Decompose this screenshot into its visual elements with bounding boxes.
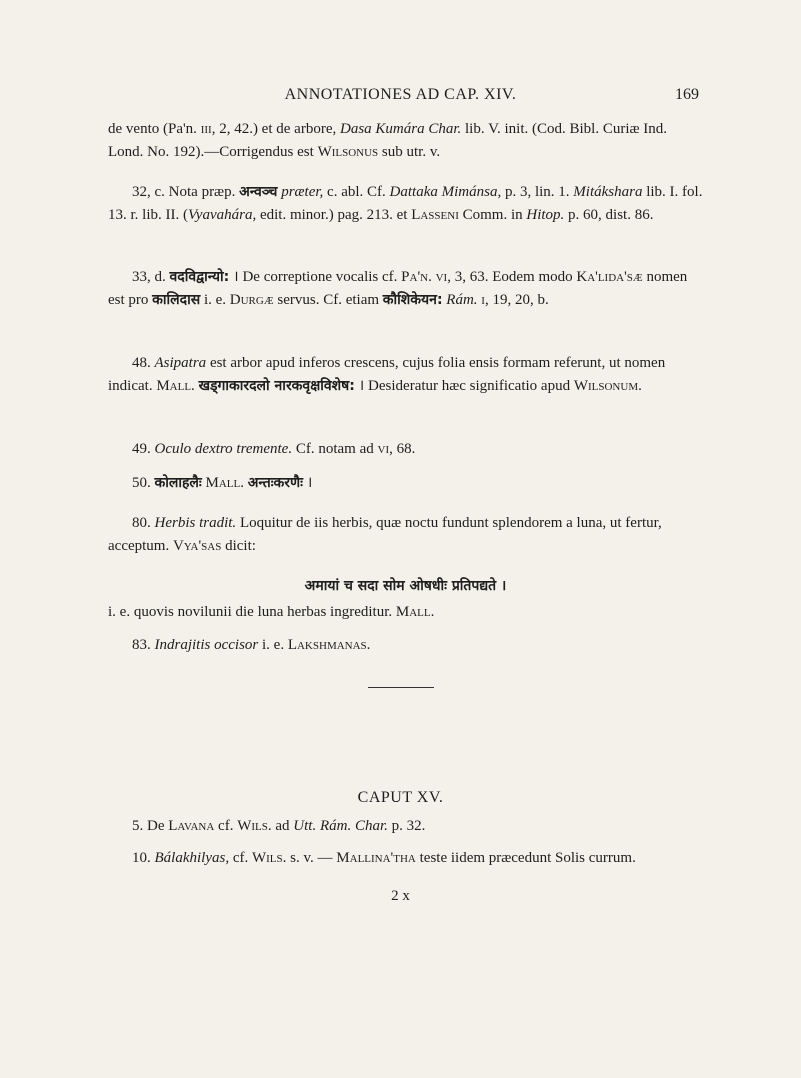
text: iii bbox=[200, 121, 212, 137]
text: Durgæ bbox=[229, 292, 274, 308]
note-continuation bbox=[108, 118, 703, 164]
text: 33, d. bbox=[132, 269, 170, 285]
note-48 bbox=[108, 352, 703, 398]
sanskrit-verse bbox=[108, 575, 703, 598]
text: Dasa Kumára Char. bbox=[339, 121, 462, 137]
text: lib. V. init. (Cod. Bibl. Curiæ Ind. Lond. No. 192).—Corrigendus est bbox=[108, 121, 667, 160]
text: . Eodem modo bbox=[484, 269, 577, 285]
text: Herbis tradit. bbox=[154, 515, 237, 531]
text: Ka'lida'sæ bbox=[576, 269, 643, 285]
text: Bálakhilyas, bbox=[154, 850, 230, 866]
text: , 19, bbox=[484, 292, 515, 308]
text: 48. bbox=[132, 355, 155, 371]
text: nomen est pro bbox=[108, 269, 688, 308]
sanskrit-text: कालिदास bbox=[152, 292, 201, 308]
page-number: 169 bbox=[675, 86, 699, 103]
text: Wilsonus bbox=[317, 144, 379, 160]
text: , 68. bbox=[389, 441, 416, 457]
text: Pa'n. bbox=[401, 269, 432, 285]
text: । De correptione vocalis cf. bbox=[229, 269, 402, 285]
text: p. 32. bbox=[387, 818, 426, 834]
text: i. e. quovis novilunii die luna herbas ingreditur. bbox=[108, 604, 396, 620]
chapter-heading: CAPUT XV. bbox=[357, 789, 444, 806]
section-divider bbox=[368, 687, 434, 688]
note-49 bbox=[108, 438, 703, 461]
text: 63 bbox=[469, 269, 485, 285]
text: Lakshmanas bbox=[287, 637, 367, 653]
text: i. e. bbox=[258, 637, 288, 653]
text: p. 3, lin. 1. bbox=[501, 184, 574, 200]
text: , 2, bbox=[211, 121, 235, 137]
text: .) et de arbore, bbox=[249, 121, 340, 137]
text: Dattaka Mimánsa, bbox=[389, 184, 502, 200]
text: Asipatra bbox=[154, 355, 207, 371]
text: edit. minor.) pag. 213. et bbox=[256, 207, 412, 223]
text: . bbox=[638, 378, 642, 394]
text: s. v. — bbox=[286, 850, 337, 866]
text: i bbox=[481, 292, 485, 308]
text: Comm. in bbox=[458, 207, 527, 223]
text: , 3, bbox=[447, 269, 470, 285]
text: teste iidem præcedunt Solis currum. bbox=[415, 850, 636, 866]
text: lib. I. fol. 13. r. lib. II. ( bbox=[108, 184, 703, 223]
text: Wilsonum bbox=[573, 378, 639, 394]
sanskrit-text: वदविद्वान्यो: bbox=[169, 269, 230, 285]
sanskrit-text: कौशिकेयन: bbox=[382, 292, 443, 308]
text: 49. bbox=[132, 441, 155, 457]
text: vi bbox=[377, 441, 390, 457]
text: est arbor apud inferos crescens, cujus folia ensis formam referunt, ut nomen indicat. bbox=[108, 355, 666, 394]
text: Mallina'tha bbox=[336, 850, 416, 866]
text: Wils. bbox=[237, 818, 272, 834]
note-83 bbox=[108, 634, 703, 657]
text: 80. bbox=[132, 515, 155, 531]
text: Cf. notam ad bbox=[292, 441, 378, 457]
text: cf. bbox=[229, 850, 252, 866]
text: Mall. bbox=[156, 378, 195, 394]
text: Mall. bbox=[205, 475, 244, 491]
sanskrit-text: अमायां च सदा सोम ओषधीः प्रतिपद्यते । bbox=[304, 578, 507, 594]
sanskrit-text: अन्वञ्च bbox=[239, 184, 278, 200]
text: 83. bbox=[132, 637, 155, 653]
note-xv-5 bbox=[108, 815, 703, 838]
text: . bbox=[366, 637, 371, 653]
running-title: ANNOTATIONES AD CAP. XIV. bbox=[284, 86, 517, 103]
text: 42 bbox=[234, 121, 250, 137]
note-32 bbox=[108, 181, 703, 227]
note-50 bbox=[108, 472, 703, 495]
signature-mark: 2 x bbox=[391, 888, 410, 904]
text: de vento (Pa'n. bbox=[108, 121, 201, 137]
text: 50. bbox=[132, 475, 155, 491]
text: 5. De bbox=[132, 818, 169, 834]
sanskrit-text: अन्तःकरणैः bbox=[247, 475, 303, 491]
text: Mall. bbox=[395, 604, 435, 620]
note-xv-10 bbox=[108, 847, 703, 870]
note-80 bbox=[108, 512, 703, 558]
text: sub utr. v. bbox=[378, 144, 441, 160]
text: vi bbox=[435, 269, 448, 285]
text: Oculo dextro tremente. bbox=[154, 441, 293, 457]
text: 10. bbox=[132, 850, 155, 866]
text: c. abl. Cf. bbox=[323, 184, 390, 200]
text: p. 60, dist. 86. bbox=[564, 207, 654, 223]
sanskrit-text: कोलाहलैः bbox=[154, 475, 202, 491]
text: Utt. Rám. Char. bbox=[293, 818, 388, 834]
text: Vya'sas bbox=[172, 538, 222, 554]
text: ad bbox=[271, 818, 294, 834]
text: Rám. bbox=[446, 292, 478, 308]
text: । bbox=[302, 475, 313, 491]
text: præter, bbox=[281, 184, 324, 200]
text: i. e. bbox=[200, 292, 230, 308]
text: Wils. bbox=[251, 850, 287, 866]
sanskrit-text: खड्गाकारदलो नारकवृक्षविशेष: bbox=[198, 378, 355, 394]
running-header bbox=[0, 86, 801, 108]
text: Mitákshara bbox=[573, 184, 643, 200]
text: dicit: bbox=[221, 538, 256, 554]
text: 20 bbox=[514, 292, 530, 308]
text: Lasseni bbox=[411, 207, 459, 223]
text: 32, c. Nota præp. bbox=[132, 184, 240, 200]
note-80-continuation bbox=[108, 601, 703, 624]
text: Loquitur de iis herbis, quæ noctu fundunt splendorem a luna, ut fertur, acceptum. bbox=[108, 515, 662, 554]
text: Hitop. bbox=[526, 207, 565, 223]
note-33 bbox=[108, 266, 703, 312]
text: Lavana bbox=[168, 818, 215, 834]
text: Vyavahára, bbox=[188, 207, 257, 223]
text: Indrajitis occisor bbox=[154, 637, 259, 653]
text: । Desideratur hæc significatio apud bbox=[354, 378, 574, 394]
text: cf. bbox=[214, 818, 238, 834]
text: , b. bbox=[529, 292, 549, 308]
text: servus. Cf. etiam bbox=[273, 292, 383, 308]
